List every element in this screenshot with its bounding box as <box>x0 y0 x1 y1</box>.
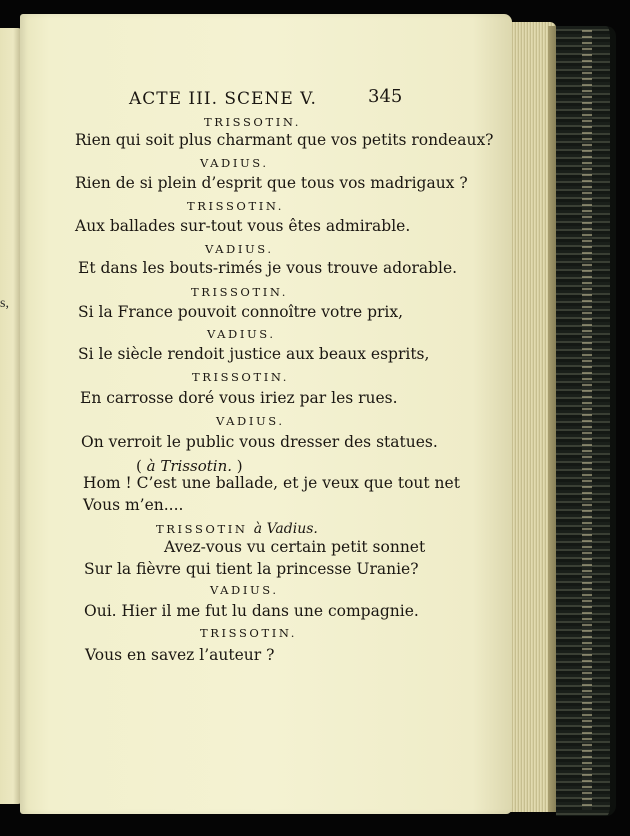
speaker-name: VADIUS. <box>216 414 285 428</box>
verse-line: Vous m’en.... <box>83 496 184 514</box>
speaker-name: TRISSOTIN. <box>191 285 289 299</box>
speaker-name: TRISSOTIN. <box>200 626 298 640</box>
left-page-fragment: s, <box>0 296 9 311</box>
verse-line: Sur la fièvre qui tient la princesse Uranie? <box>84 560 419 578</box>
speaker-name: VADIUS. <box>207 327 276 341</box>
page-number: 345 <box>368 86 403 107</box>
speaker-name: VADIUS. <box>205 242 274 256</box>
verse-line: Avez-vous vu certain petit sonnet <box>164 538 426 556</box>
stage-direction: ( à Trissotin. ) <box>136 457 243 475</box>
verse-line: Si la France pouvoit connoître votre prix, <box>78 303 404 321</box>
verse-line: Hom ! C’est une ballade, et je veux que tout net <box>83 474 460 492</box>
speaker-with-direction: TRISSOTIN à Vadius. <box>156 521 318 537</box>
speaker-name: VADIUS. <box>210 583 279 597</box>
speaker-name: TRISSOTIN. <box>204 115 302 129</box>
speaker-name: TRISSOTIN. <box>187 199 285 213</box>
verse-line: Aux ballades sur-tout vous êtes admirable. <box>75 217 411 235</box>
verse-line: Si le siècle rendoit justice aux beaux esprits, <box>78 345 430 363</box>
verse-line: Rien qui soit plus charmant que vos petits rondeaux? <box>75 131 494 149</box>
verse-line: On verroit le public vous dresser des statues. <box>81 433 438 451</box>
verse-line: Vous en savez l’auteur ? <box>85 646 275 664</box>
speaker-name: TRISSOTIN. <box>192 370 290 384</box>
verse-line: Rien de si plein d’esprit que tous vos madrigaux ? <box>75 174 468 192</box>
verse-line: Oui. Hier il me fut lu dans une compagnie. <box>84 602 419 620</box>
running-title: ACTE III. SCENE V. <box>129 89 317 109</box>
verse-line: En carrosse doré vous iriez par les rues. <box>80 389 398 407</box>
verse-line: Et dans les bouts-rimés je vous trouve adorable. <box>78 259 458 277</box>
speaker-name: VADIUS. <box>200 156 269 170</box>
